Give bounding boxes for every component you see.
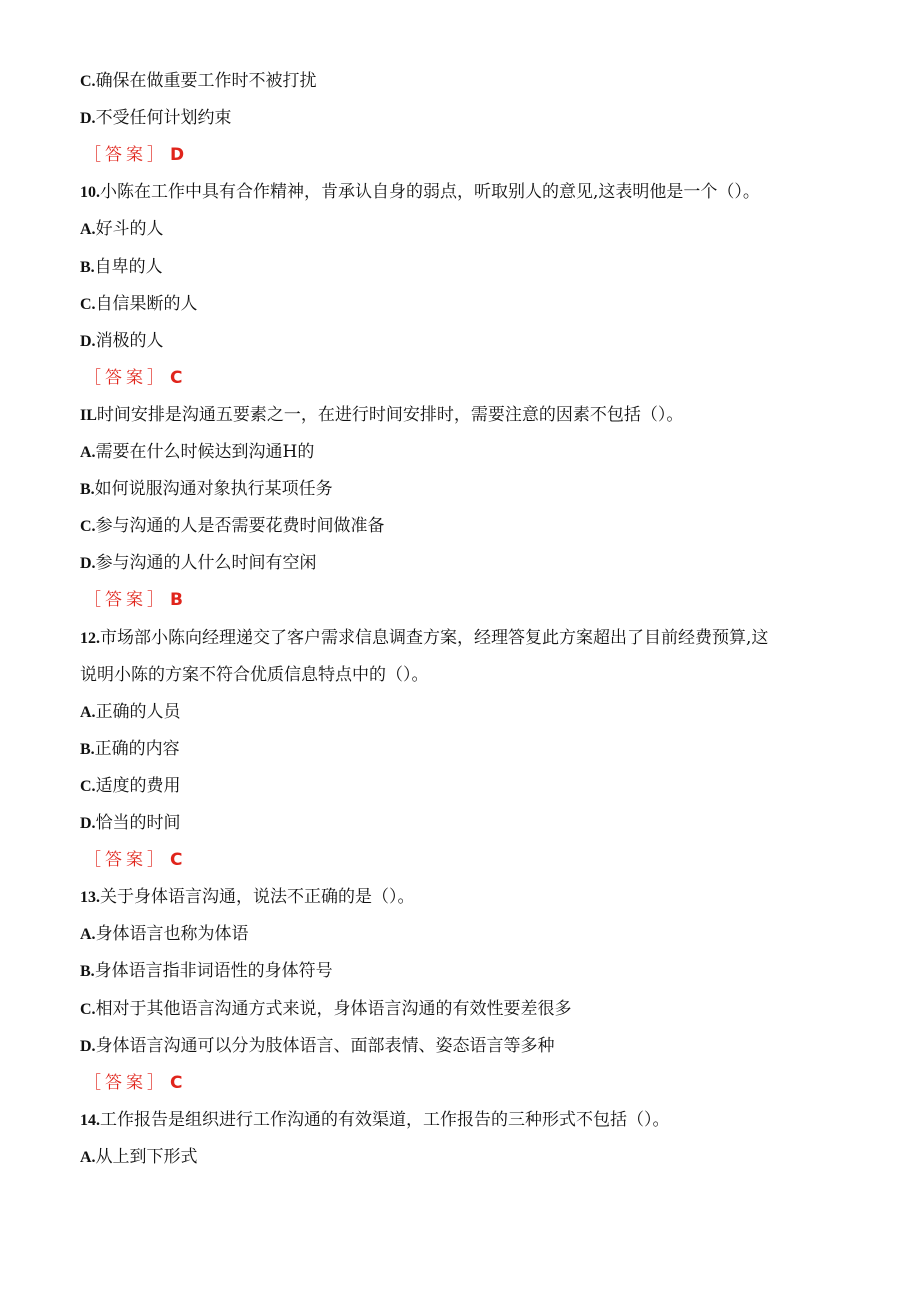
option-text [80,440,314,465]
question-continuation [80,663,429,687]
option-letter: C. [80,1001,96,1018]
option-text [80,997,572,1022]
answer-label: ［答案］ [84,590,168,610]
line-text: 相对于其他语言沟通方式来说，身体语言沟通的有效性要差很多 [95,999,572,1019]
answer-value: C [170,850,183,870]
line-text: 参与沟通的人什么时间有空闲 [95,553,317,573]
line-text: 从上到下形式 [95,1147,198,1167]
option-text [80,959,333,984]
option-text [80,774,181,799]
option-text [80,69,317,94]
option-letter: D. [80,1038,96,1055]
answer-value: B [170,590,183,610]
option-text [80,922,249,947]
answer-line [84,1071,182,1095]
line-text: 小陈在工作中具有合作精神，肯承认自身的弱点，听取别人的意见,这表明他是一个（）。 [100,182,760,202]
line-text: 身体语言指非词语性的身体符号 [94,961,333,981]
option-letter: D. [80,555,96,572]
option-text [80,551,317,576]
option-letter: B. [80,481,95,498]
line-text: 参与沟通的人是否需要花费时间做准备 [95,516,385,536]
question-text [80,885,415,910]
option-letter: A. [80,704,96,721]
line-text: 需要在什么时候达到沟通H的 [95,442,315,462]
line-text: 确保在做重要工作时不被打扰 [95,71,317,91]
option-text [80,292,198,317]
line-text: 关于身体语言沟通，说法不正确的是（）。 [100,887,415,907]
option-letter: D. [80,815,96,832]
question-text [80,403,683,428]
option-text [80,477,333,502]
question-number: 14. [80,1112,100,1129]
line-text: 好斗的人 [95,219,164,239]
question-text [80,1108,670,1133]
line-text: 市场部小陈向经理递交了客户需求信息调查方案，经理答复此方案超出了目前经费预算,这 [100,628,769,648]
option-letter: C. [80,296,96,313]
line-text: 不受任何计划约束 [95,108,232,128]
line-text: 正确的内容 [94,739,180,759]
line-text: 自信果断的人 [95,294,198,314]
question-number: IL [80,407,97,424]
line-text: 自卑的人 [94,257,163,277]
question-text [80,180,760,205]
line-text: 工作报告是组织进行工作沟通的有效渠道，工作报告的三种形式不包括（）。 [100,1110,670,1130]
option-letter: D. [80,110,96,127]
answer-line [84,366,182,390]
answer-value: C [170,1073,183,1093]
option-text [80,329,164,354]
line-text: 适度的费用 [95,776,181,796]
option-text [80,811,181,836]
option-letter: A. [80,444,96,461]
option-text [80,217,164,242]
line-text: 时间安排是沟通五要素之一，在进行时间安排时，需要注意的因素不包括（）。 [96,405,684,425]
answer-label: ［答案］ [84,1073,168,1093]
option-text [80,514,385,539]
answer-line [84,588,183,612]
question-number: 13. [80,889,100,906]
option-text [80,700,181,725]
option-letter: B. [80,963,95,980]
answer-line [84,143,184,167]
answer-label: ［答案］ [84,850,168,870]
question-number: 10. [80,184,100,201]
option-text [80,106,232,131]
line-text: 身体语言沟通可以分为肢体语言、面部表情、姿态语言等多种 [95,1036,555,1056]
option-text [80,255,163,280]
answer-line [84,848,182,872]
option-letter: A. [80,926,96,943]
line-text: 消极的人 [95,331,164,351]
answer-value: D [170,145,185,165]
answer-label: ［答案］ [84,145,168,165]
option-text [80,1034,555,1059]
line-text: 身体语言也称为体语 [95,924,249,944]
option-letter: C. [80,73,96,90]
answer-value: C [170,368,183,388]
line-text: 正确的人员 [95,702,181,722]
line-text: 恰当的时间 [95,813,181,833]
option-letter: A. [80,1149,96,1166]
line-text: 如何说服沟通对象执行某项任务 [94,479,333,499]
line-text: 说明小陈的方案不符合优质信息特点中的（）。 [80,665,429,685]
option-letter: D. [80,333,96,350]
option-text [80,737,180,762]
option-letter: C. [80,778,96,795]
option-text [80,1145,198,1170]
answer-label: ［答案］ [84,368,168,388]
question-text [80,626,768,651]
option-letter: A. [80,221,96,238]
option-letter: C. [80,518,96,535]
question-number: 12. [80,630,100,647]
option-letter: B. [80,259,95,276]
option-letter: B. [80,741,95,758]
